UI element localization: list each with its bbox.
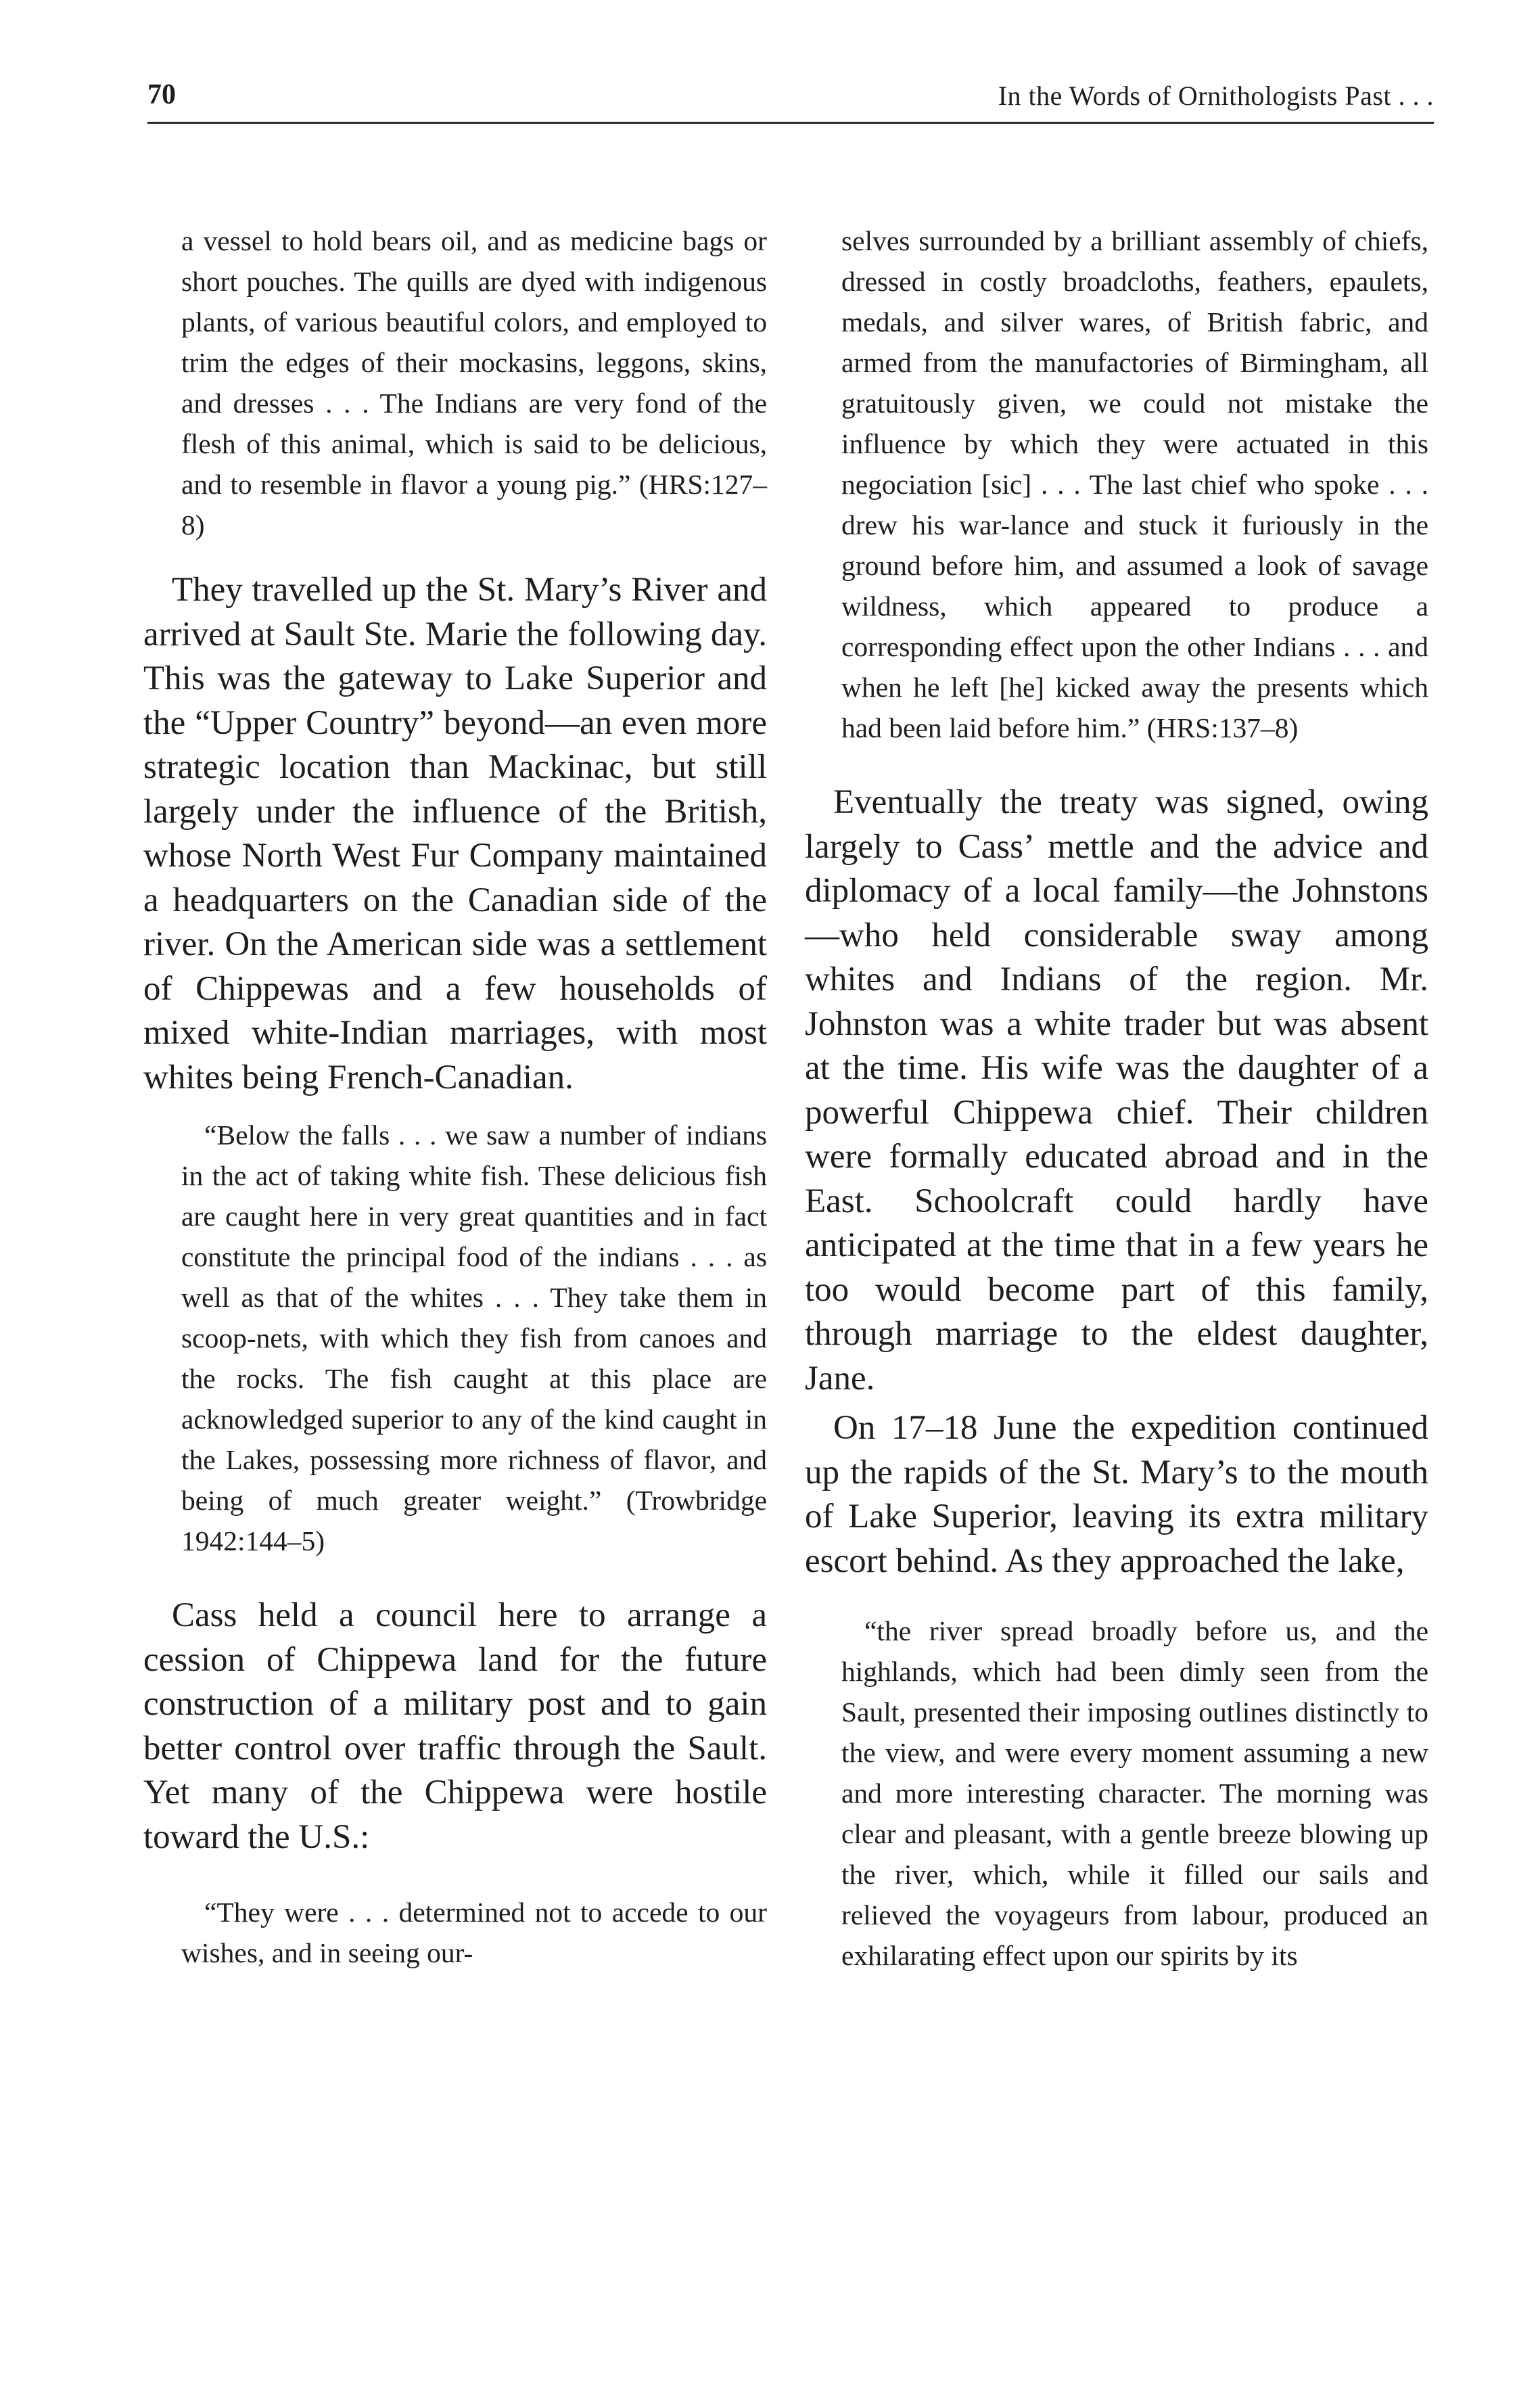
block-quote-continued: selves surrounded by a brilliant assembly of chiefs, dressed in costly broadcloths, feathers, epaulets, medals, and silver wares, of British fabric, and armed from the manufactories of Birmingham, all gratuitously given, we could not mistake the influence by which they were actuated in this negociation [sic] . . . The last chief who spoke . . . drew his war-lance and stuck it furiously in the ground before him, and assumed a look of savage wildness, which appeared to produce a corresponding effect upon the other Indians . . . and when he left [he] kicked away the presents which had been laid before him.” (HRS:137–8) [841, 225, 1428, 743]
body-paragraph: Cass held a council here to arrange a cession of Chippewa land for the future construction of a military post and to gain better control over traffic through the Sault. Yet many of the Chippewa were hostile toward the U.S.: [143, 1596, 767, 1856]
running-head: In the Words of Ornithologists Past . . . [998, 80, 1434, 111]
left-column [143, 221, 767, 1973]
body-paragraph: On 17–18 June the expedition continued up the rapids of the St. Mary’s to the mouth of Lake Superior, leaving its extra military escort behind. As they approached the lake, [805, 1409, 1428, 1580]
block-quote: “They were . . . determined not to accede to our wishes, and in seeing our- [181, 1897, 767, 1968]
header-rule [147, 122, 1434, 124]
block-quote-continued: a vessel to hold bears oil, and as medicine bags or short pouches. The quills are dyed with indigenous plants, of various beautiful colors, and employed to trim the edges of their mockasins, leggons, skins, and dresses . . . The Indians are very fond of the flesh of this animal, which is said to be delicious, and to resemble in flavor a young pig.” (HRS:127–8) [181, 225, 767, 540]
page-header [147, 70, 1434, 126]
body-paragraph: Eventually the treaty was signed, owing largely to Cass’ mettle and the advice and diplomacy of a local family—the Johnstons—who held considerable sway among whites and Indians of the region. Mr. Johnston was a white trader but was absent at the time. His wife was the daughter of a powerful Chippewa chief. Their children were formally educated abroad and in the East. Schoolcraft could hardly have anticipated at the time that in a few years he too would become part of this family, through marriage to the eldest daughter, Jane. [805, 783, 1428, 1397]
block-quote: “the river spread broadly before us, and the highlands, which had been dimly seen from the Sault, presented their imposing outlines distinctly to the view, and were every moment assuming a new and more interesting character. The morning was clear and pleasant, with a gentle breeze blowing up the river, which, while it filled our sails and relieved the voyageurs from labour, produced an exhilarating effect upon our spirits by its [841, 1615, 1428, 1971]
page-number: 70 [147, 79, 176, 110]
block-quote: “Below the falls . . . we saw a number of indians in the act of taking white fish. These delicious fish are caught here in very great quantities and in fact constitute the principal food of the indians . . . as well as that of the whites . . . They take them in scoop-nets, with which they fish from canoes and the rocks. The fish caught at this place are acknowledged superior to any of the kind caught in the Lakes, possessing more richness of flavor, and being of much greater weight.” (Trowbridge 1942:144–5) [181, 1119, 767, 1556]
body-paragraph: They travelled up the St. Mary’s River and arrived at Sault Ste. Marie the following day. This was the gateway to Lake Superior and the “Upper Country” beyond—an even more strategic location than Mackinac, but still largely under the influence of the British, whose North West Fur Company maintained a headquarters on the Canadian side of the river. On the American side was a settlement of Chippewas and a few households of mixed white-Indian marriages, with most whites being French-Canadian. [143, 571, 767, 1096]
right-column [805, 221, 1428, 1976]
